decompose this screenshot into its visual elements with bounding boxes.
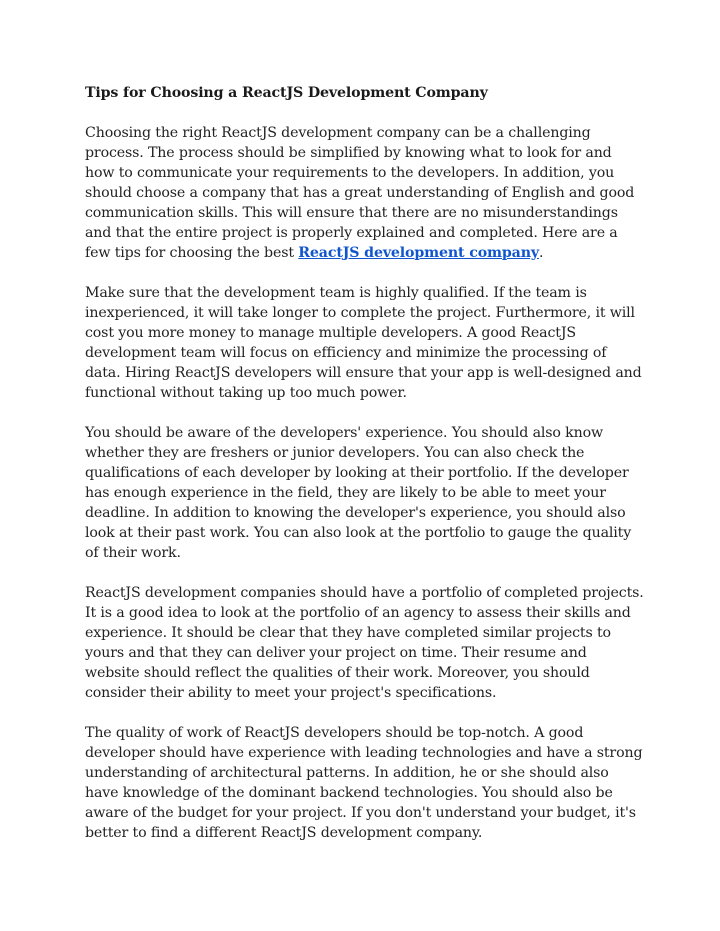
paragraph-intro: [85, 123, 645, 263]
paragraph-portfolio: ReactJS development companies should have a portfolio of completed projects. It is a good idea to look at the portfolio of an agency to assess their skills and experience. It should be clear that they have completed similar projects to yours and that they can deliver your project on time. Their resume and website should reflect the qualities of their work. Moreover, you should consider their ability to meet your project's specifications.: [85, 585, 644, 701]
paragraph-quality-of-work: The quality of work of ReactJS developers should be top-notch. A good developer should have experience with leading technologies and have a strong understanding of architectural patterns. In addition, he or she should also have knowledge of the dominant backend technologies. You should also be aware of the budget for your project. If you don't understand your budget, it's better to find a different ReactJS development company.: [85, 725, 643, 841]
paragraph-team-qualification: Make sure that the development team is highly qualified. If the team is inexperienced, it will take longer to complete the project. Furthermore, it will cost you more money to manage multiple developers. A good ReactJS development team will focus on efficiency and minimize the processing of data. Hiring ReactJS developers will ensure that your app is well-designed and functional without taking up too much power.: [85, 285, 642, 401]
document-page: [85, 83, 645, 863]
reactjs-company-link[interactable]: ReactJS development company: [298, 245, 539, 261]
paragraph-intro-text: Choosing the right ReactJS development company can be a challenging process. The process should be simplified by knowing what to look for and how to communicate your requirements to the developers. In addition, you should choose a company that has a great understanding of English and good communication skills. This will ensure that there are no misunderstandings and that the entire project is properly explained and completed. Here are a few tips for choosing the best: [85, 125, 635, 261]
paragraph-intro-end: .: [538, 245, 544, 261]
document-title: Tips for Choosing a ReactJS Development Company: [85, 85, 488, 101]
paragraph-developer-experience: You should be aware of the developers' experience. You should also know whether they are freshers or junior developers. You can also check the qualifications of each developer by looking at their portfolio. If the developer has enough experience in the field, they are likely to be able to meet your deadline. In addition to knowing the developer's experience, you should also look at their past work. You can also look at the portfolio to gauge the quality of their work.: [85, 425, 632, 561]
